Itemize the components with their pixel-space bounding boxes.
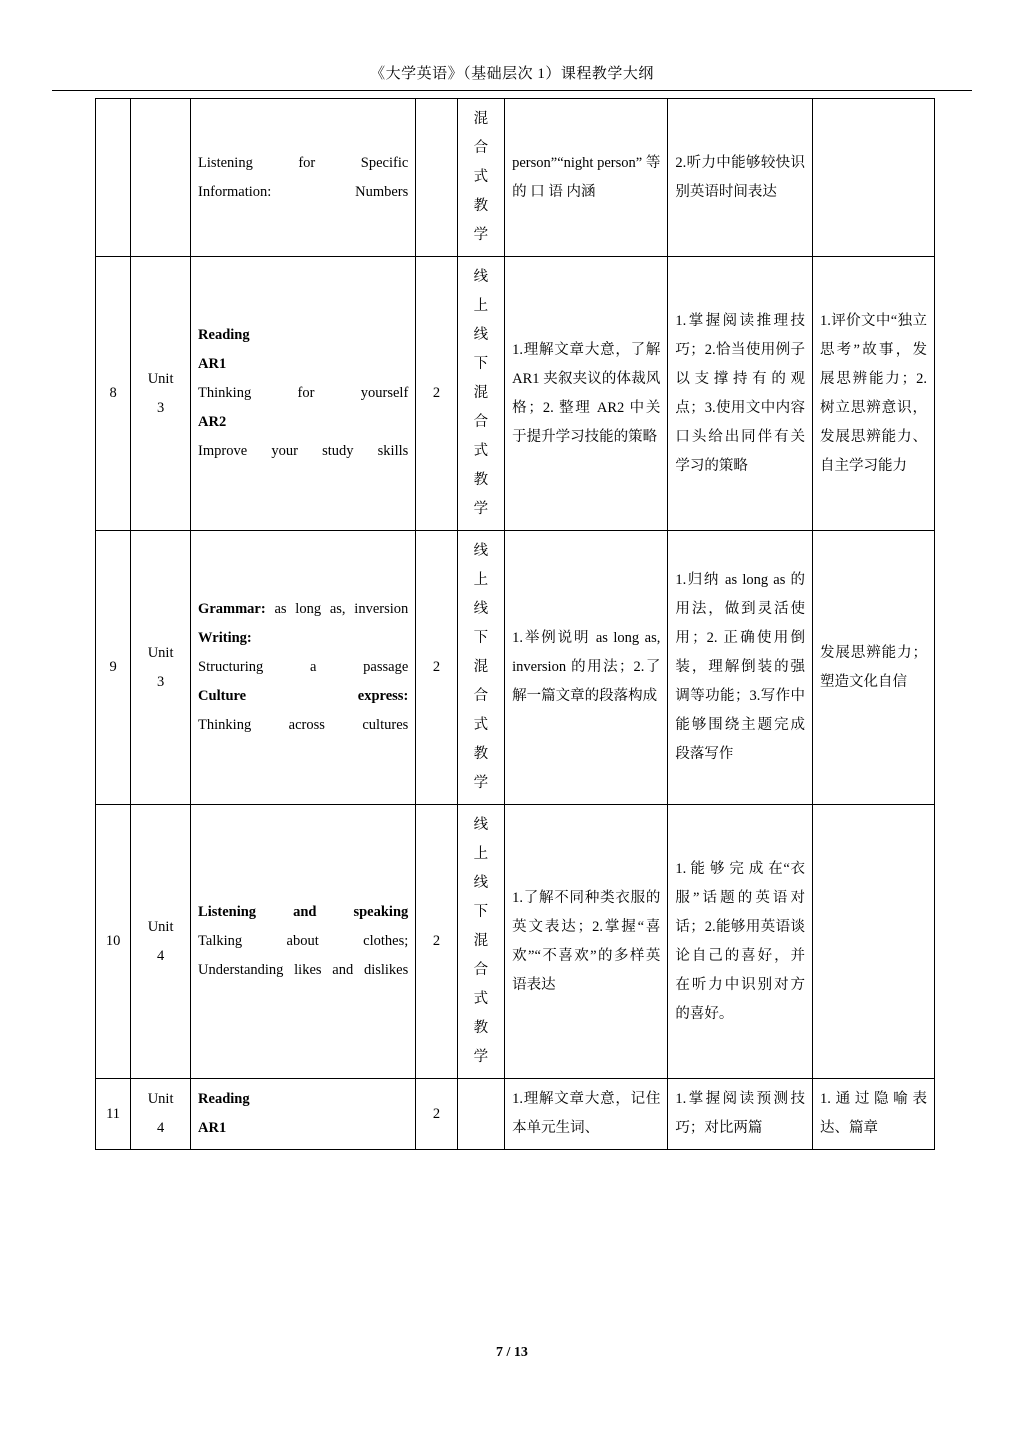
unit-label: Unit (147, 918, 174, 935)
cell-mode (457, 99, 505, 257)
cell-content (191, 1079, 416, 1150)
cell-content (191, 805, 416, 1079)
cell-hours: 2 (416, 1079, 457, 1150)
cell-value: 1.通过隐喻表达、篇章 (813, 1079, 935, 1150)
table-row (96, 257, 935, 531)
unit-number: 4 (156, 947, 165, 964)
mode-char: 混 (473, 933, 489, 949)
page-header: 《大学英语》（基础层次 1）课程教学大纲 (370, 66, 654, 82)
content-line: AR1 (198, 356, 227, 372)
table-row (96, 531, 935, 805)
cell-unit (131, 531, 191, 805)
mode-char: 学 (473, 501, 489, 517)
mode-char: 合 (473, 140, 489, 156)
content-line: AR1 (198, 1120, 227, 1136)
cell-mode (457, 1079, 505, 1150)
mode-char: 线 (473, 543, 489, 559)
cell-hours (416, 99, 457, 257)
cell-number (96, 99, 131, 257)
cell-content (191, 531, 416, 805)
content-line: Understanding likes and dislikes (198, 962, 409, 978)
content-line: Reading (198, 327, 250, 343)
cell-mode (457, 805, 505, 1079)
cell-knowledge: person”“night person” 等 的 口 语 内涵 (505, 99, 668, 257)
content-line: Thinking for yourself (198, 385, 409, 401)
content-line: Listening and speaking (198, 904, 409, 920)
content-line: Structuring a passage (198, 659, 409, 675)
mode-char: 教 (473, 1020, 489, 1036)
content-line: Improve your study skills (198, 443, 409, 459)
cell-number: 11 (96, 1079, 131, 1150)
mode-char: 学 (473, 227, 489, 243)
cell-hours: 2 (416, 805, 457, 1079)
cell-knowledge: 1.了解不同种类衣服的英文表达；2.掌握“喜欢”“不喜欢”的多样英语表达 (505, 805, 668, 1079)
cell-unit (131, 257, 191, 531)
cell-skill: 1.掌握阅读预测技巧；对比两篇 (668, 1079, 813, 1150)
mode-char: 线 (473, 817, 489, 833)
content-line: Culture express: (198, 688, 409, 704)
mode-char: 合 (473, 414, 489, 430)
content-line: Writing: (198, 630, 252, 646)
mode-char: 线 (473, 601, 489, 617)
mode-char: 式 (473, 443, 489, 459)
mode-char: 下 (473, 356, 489, 372)
mode-char: 合 (473, 962, 489, 978)
cell-value (813, 805, 935, 1079)
cell-number: 10 (96, 805, 131, 1079)
cell-hours: 2 (416, 257, 457, 531)
cell-unit (131, 805, 191, 1079)
cell-value (813, 99, 935, 257)
mode-char: 学 (473, 1049, 489, 1065)
mode-char: 下 (473, 904, 489, 920)
mode-char: 教 (473, 746, 489, 762)
mode-char: 线 (473, 269, 489, 285)
cell-knowledge: 1.理解文章大意，记住本单元生词、 (505, 1079, 668, 1150)
unit-label: Unit (147, 370, 174, 387)
unit-number: 3 (156, 673, 165, 690)
unit-label: Unit (147, 1091, 174, 1107)
content-line: Listening for Specific (198, 154, 409, 171)
cell-value: 发展思辨能力；塑造文化自信 (813, 531, 935, 805)
cell-value: 1.评价文中“独立思考”故事，发展思辨能力；2.树立思辨意识，发展思辨能力、自主学习能力 (813, 257, 935, 531)
mode-char: 上 (473, 572, 489, 588)
cell-unit (131, 1079, 191, 1150)
table-row (96, 99, 935, 257)
content-line: Grammar: as long as, inversion (198, 601, 409, 617)
mode-char: 学 (473, 775, 489, 791)
mode-char: 上 (473, 846, 489, 862)
mode-char: 混 (473, 659, 489, 675)
cell-number: 9 (96, 531, 131, 805)
cell-hours: 2 (416, 531, 457, 805)
mode-char: 式 (473, 717, 489, 733)
syllabus-table (95, 98, 935, 1150)
mode-char: 下 (473, 630, 489, 646)
mode-char: 式 (473, 169, 489, 185)
cell-number: 8 (96, 257, 131, 531)
mode-char: 教 (473, 472, 489, 488)
unit-number: 4 (156, 1120, 165, 1136)
page-footer: 7 / 13 (496, 1345, 528, 1360)
content-line: AR2 (198, 414, 227, 430)
table-row (96, 805, 935, 1079)
mode-char: 教 (473, 198, 489, 214)
mode-char: 线 (473, 875, 489, 891)
unit-number: 3 (156, 399, 165, 416)
cell-content (191, 99, 416, 257)
content-line: Reading (198, 1091, 250, 1107)
unit-label: Unit (147, 644, 174, 661)
cell-skill: 2.听力中能够较快识别英语时间表达 (668, 99, 813, 257)
cell-mode (457, 531, 505, 805)
content-line: Talking about clothes; (198, 933, 409, 949)
content-line: Thinking across cultures (198, 717, 409, 733)
table-row (96, 1079, 935, 1150)
cell-skill: 1.掌握阅读推理技巧；2.恰当使用例子以支撑持有的观点；3.使用文中内容口头给出同伴有关学习的策略 (668, 257, 813, 531)
cell-skill: 1.归纳 as long as 的用法，做到灵活使用；2. 正确使用倒装，理解倒装的强调等功能；3.写作中能够围绕主题完成段落写作 (668, 531, 813, 805)
mode-char: 混 (473, 385, 489, 401)
content-line: Information: Numbers (198, 183, 409, 200)
cell-content (191, 257, 416, 531)
mode-char: 式 (473, 991, 489, 1007)
cell-skill: 1. 能 够 完 成 在“衣服”话题的英语对话；2.能够用英语谈论自己的喜好，并在听力中识别对方的喜好。 (668, 805, 813, 1079)
mode-char: 混 (473, 111, 489, 127)
mode-char: 上 (473, 298, 489, 314)
cell-mode (457, 257, 505, 531)
mode-char: 线 (473, 327, 489, 343)
mode-char: 合 (473, 688, 489, 704)
cell-knowledge: 1.理解文章大意，了解 AR1 夹叙夹议的体裁风格；2. 整理 AR2 中关于提升学习技能的策略 (505, 257, 668, 531)
cell-knowledge: 1.举例说明 as long as, inversion 的用法；2.了解一篇文章的段落构成 (505, 531, 668, 805)
header-divider (52, 90, 972, 91)
cell-unit (131, 99, 191, 257)
